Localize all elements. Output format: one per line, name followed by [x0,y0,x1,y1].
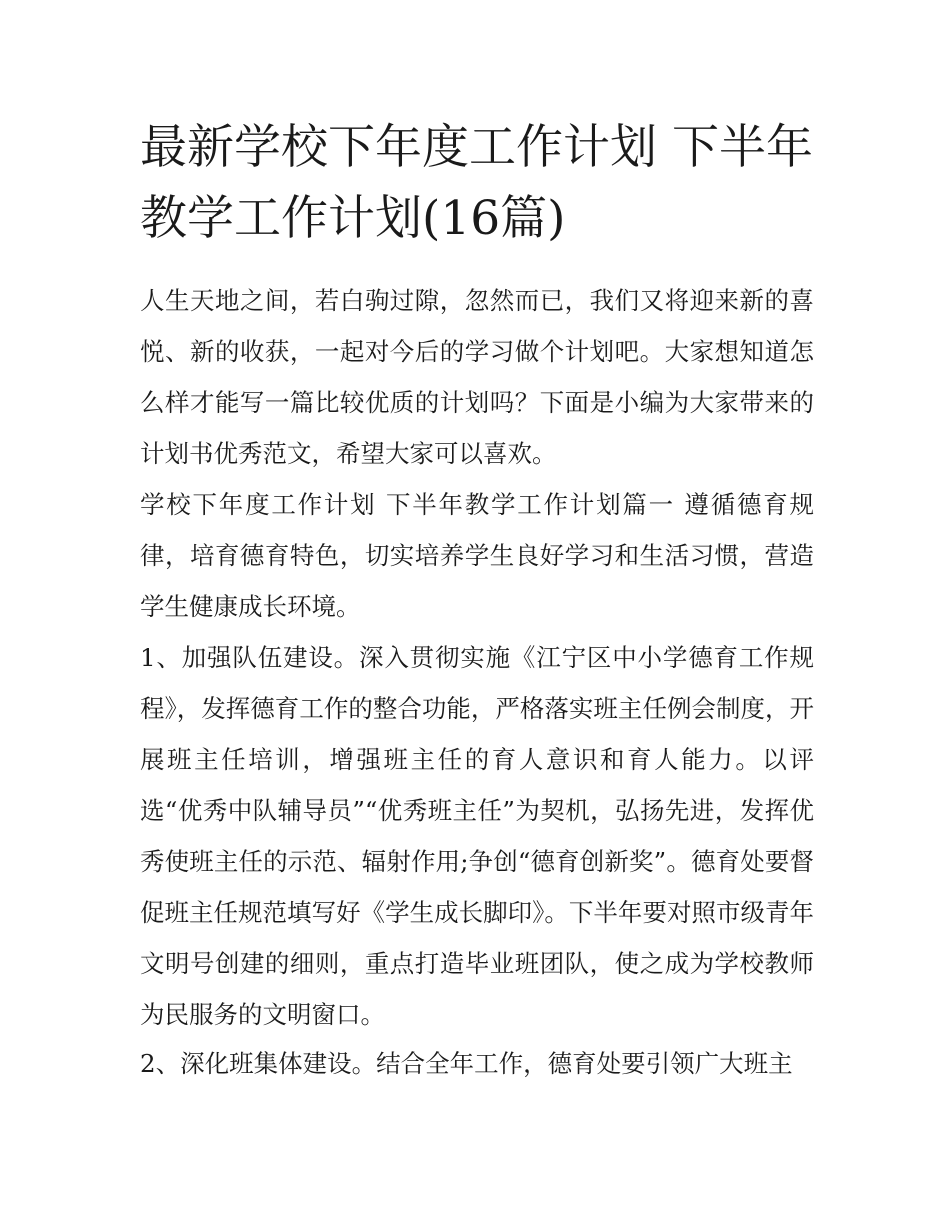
item-2-paragraph: 2、深化班集体建设。结合全年工作，德育处要引领广大班主 [140,1049,793,1078]
section-intro-paragraph: 学校下年度工作计划 下半年教学工作计划篇一 遵循德育规律，培育德育特色，切实培养学生良好学习和生活习惯，营造学生健康成长环境。 [140,490,814,621]
item-1-paragraph: 1、加强队伍建设。深入贯彻实施《江宁区中小学德育工作规程》，发挥德育工作的整合功能，严格落实班主任例会制度，开展班主任培训，增强班主任的育人意识和育人能力。以评选“优秀中队辅导员”“优秀班主任”为契机，弘扬先进，发挥优秀使班主任的示范、辐射作用;争创“德育创新奖”。德育处要督促班主任规范填写好《学生成长脚印》。下半年要对照市级青年文明号创建的细则，重点打造毕业班团队，使之成为学校教师为民服务的文明窗口。 [140,643,814,1029]
document-title: 最新学校下年度工作计划 下半年教学工作计划(16篇) [140,120,813,246]
intro-paragraph: 人生天地之间，若白驹过隙，忽然而已，我们又将迎来新的喜悦、新的收获，一起对今后的学习做个计划吧。大家想知道怎么样才能写一篇比较优质的计划吗？下面是小编为大家带来的计划书优秀范文，希望大家可以喜欢。 [140,286,814,468]
